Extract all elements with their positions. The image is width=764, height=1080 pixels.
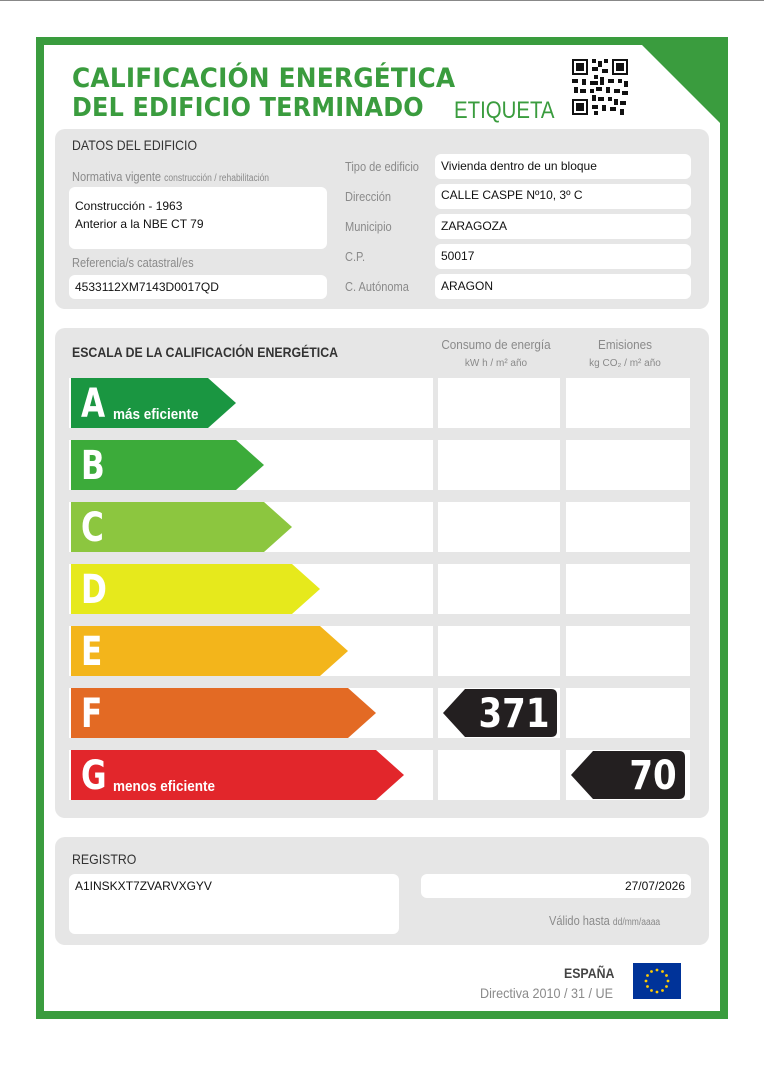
- eu-flag-icon: [633, 963, 681, 999]
- consumo-cell-d: [438, 564, 560, 614]
- directive-label: Directiva 2010 / 31 / UE: [480, 985, 614, 1001]
- rating-arrow-e: [71, 626, 348, 676]
- normativa-label: Normativa vigente construcción / rehabilitación: [72, 169, 270, 184]
- normativa-value-box: [69, 187, 327, 249]
- emisiones-badge-value: 70: [629, 753, 677, 799]
- country-label: ESPAÑA: [564, 965, 615, 981]
- top-border-line: [0, 0, 764, 1]
- rating-letter: A: [81, 381, 106, 427]
- rating-arrow-d: [71, 564, 320, 614]
- registro-code: A1INSKXT7ZVARVXGYV: [69, 874, 399, 934]
- emisiones-cell-a: [566, 378, 690, 428]
- field-label-municipio: Municipio: [345, 219, 392, 234]
- emisiones-header: Emisiones: [598, 337, 652, 352]
- qr-code-icon: [572, 59, 628, 115]
- rating-arrow-a: [71, 378, 236, 428]
- rating-letter: B: [81, 443, 105, 489]
- field-label-tipo: Tipo de edificio: [345, 159, 419, 174]
- scale-section-title: ESCALA DE LA CALIFICACIÓN ENERGÉTICA: [72, 344, 339, 360]
- registro-panel: [55, 837, 709, 945]
- emisiones-unit: kg CO₂ / m² año: [589, 358, 661, 369]
- consumo-badge-value: 371: [478, 691, 549, 737]
- rating-arrow-g: [71, 750, 404, 800]
- etiqueta-label: ETIQUETA: [454, 97, 555, 124]
- consumo-unit: kW h / m² año: [464, 358, 528, 369]
- emisiones-cell-f: [566, 688, 690, 738]
- title-line-2: DEL EDIFICIO TERMINADO: [72, 93, 424, 123]
- field-label-direccion: Dirección: [345, 189, 392, 204]
- rating-suffix: menos eficiente: [113, 778, 216, 795]
- rating-letter: C: [81, 505, 104, 551]
- consumo-header: Consumo de energía: [441, 337, 551, 352]
- building-data-panel: [55, 129, 709, 309]
- field-value-cp: 50017: [435, 244, 691, 269]
- normativa-line-2: Anterior a la NBE CT 79: [75, 217, 204, 231]
- rating-letter: F: [81, 691, 103, 737]
- consumo-cell-a: [438, 378, 560, 428]
- emisiones-cell-c: [566, 502, 690, 552]
- rating-suffix: más eficiente: [113, 406, 199, 423]
- energy-scale-panel: [55, 328, 709, 818]
- normativa-sub: construcción / rehabilitación: [164, 173, 270, 184]
- normativa-line-1: Construcción - 1963: [75, 199, 183, 213]
- consumo-badge: [443, 689, 557, 737]
- corner-fold: [641, 44, 721, 124]
- title-line-1: CALIFICACIÓN ENERGÉTICA: [72, 63, 456, 94]
- valid-until-label: Válido hasta dd/mm/aaaa: [549, 913, 661, 928]
- consumo-cell-c: [438, 502, 560, 552]
- valid-format: dd/mm/aaaa: [612, 917, 661, 928]
- field-value-direccion: CALLE CASPE Nº10, 3º C: [435, 184, 691, 209]
- building-section-title: DATOS DEL EDIFICIO: [72, 137, 198, 153]
- rating-arrow-f: [71, 688, 376, 738]
- label-inner: [44, 45, 720, 1011]
- registro-date: 27/07/2026: [421, 874, 691, 898]
- ref-catastral-value: 4533112XM7143D0017QD: [69, 275, 327, 299]
- rating-letter: D: [81, 567, 107, 613]
- field-label-ccaa: C. Autónoma: [345, 279, 409, 294]
- field-label-cp: C.P.: [345, 249, 366, 264]
- emisiones-badge: [571, 751, 685, 799]
- field-value-tipo: Vivienda dentro de un bloque: [435, 154, 691, 179]
- rating-arrow-b: [71, 440, 264, 490]
- registro-section-title: REGISTRO: [72, 851, 137, 867]
- rating-letter: G: [81, 753, 107, 799]
- consumo-cell-g: [438, 750, 560, 800]
- field-value-ccaa: ARAGON: [435, 274, 691, 299]
- field-value-municipio: ZARAGOZA: [435, 214, 691, 239]
- emisiones-cell-b: [566, 440, 690, 490]
- ref-catastral-label: Referencia/s catastral/es: [72, 255, 194, 270]
- label-frame: [36, 37, 728, 1019]
- consumo-cell-b: [438, 440, 560, 490]
- rating-arrow-c: [71, 502, 292, 552]
- emisiones-cell-d: [566, 564, 690, 614]
- rating-letter: E: [81, 629, 103, 675]
- emisiones-cell-e: [566, 626, 690, 676]
- consumo-cell-e: [438, 626, 560, 676]
